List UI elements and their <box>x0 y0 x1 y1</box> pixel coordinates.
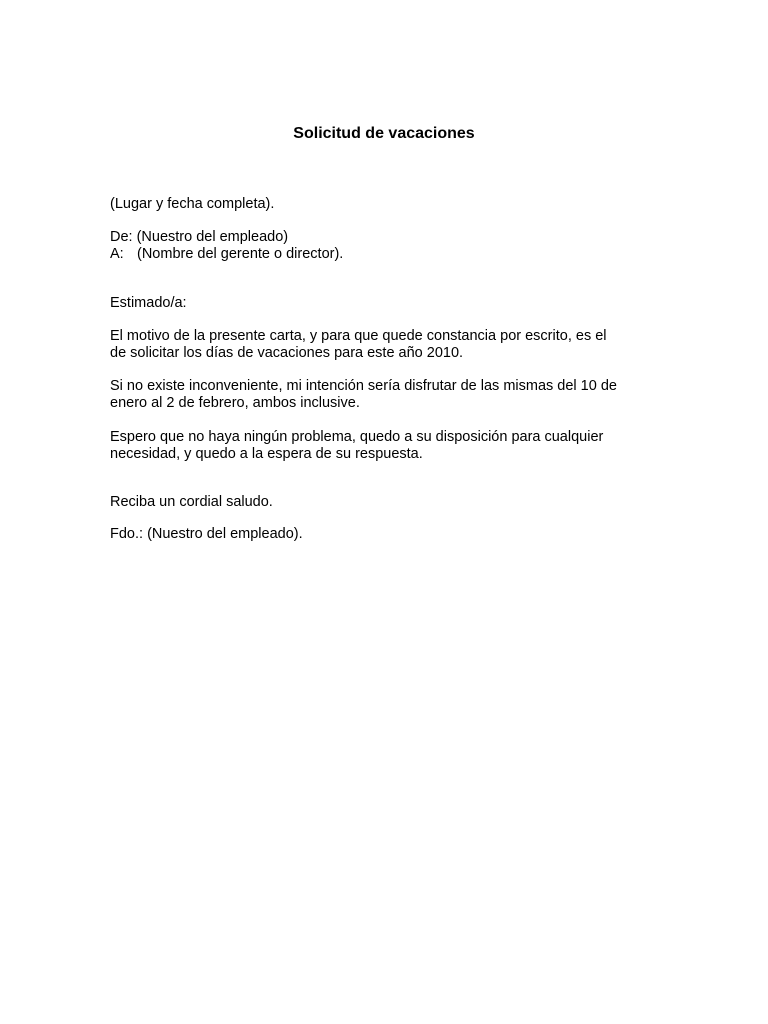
to-label: A: <box>110 246 124 262</box>
paragraph-1-line-2: de solicitar los días de vacaciones para este año 2010. <box>110 345 464 361</box>
paragraph-2-line-1: Si no existe inconveniente, mi intención sería disfrutar de las mismas del 10 de <box>110 378 617 394</box>
place-date: (Lugar y fecha completa). <box>110 196 275 212</box>
paragraph-1 <box>110 328 670 362</box>
closing: Reciba un cordial saludo. <box>110 494 273 510</box>
paragraph-2-line-2: enero al 2 de febrero, ambos inclusive. <box>110 395 360 411</box>
paragraph-2 <box>110 378 670 412</box>
document-title: Solicitud de vacaciones <box>293 125 475 142</box>
paragraph-3-line-2: necesidad, y quedo a la espera de su respuesta. <box>110 446 423 462</box>
paragraph-1-line-1: El motivo de la presente carta, y para que quede constancia por escrito, es el <box>110 328 607 344</box>
from-line: De: (Nuestro del empleado) <box>110 229 289 245</box>
paragraph-3 <box>110 429 670 463</box>
signature: Fdo.: (Nuestro del empleado). <box>110 526 303 542</box>
to-value: (Nombre del gerente o director). <box>137 246 344 262</box>
paragraph-3-line-1: Espero que no haya ningún problema, quedo a su disposición para cualquier <box>110 429 604 445</box>
greeting: Estimado/a: <box>110 295 187 311</box>
to-line <box>110 246 670 263</box>
